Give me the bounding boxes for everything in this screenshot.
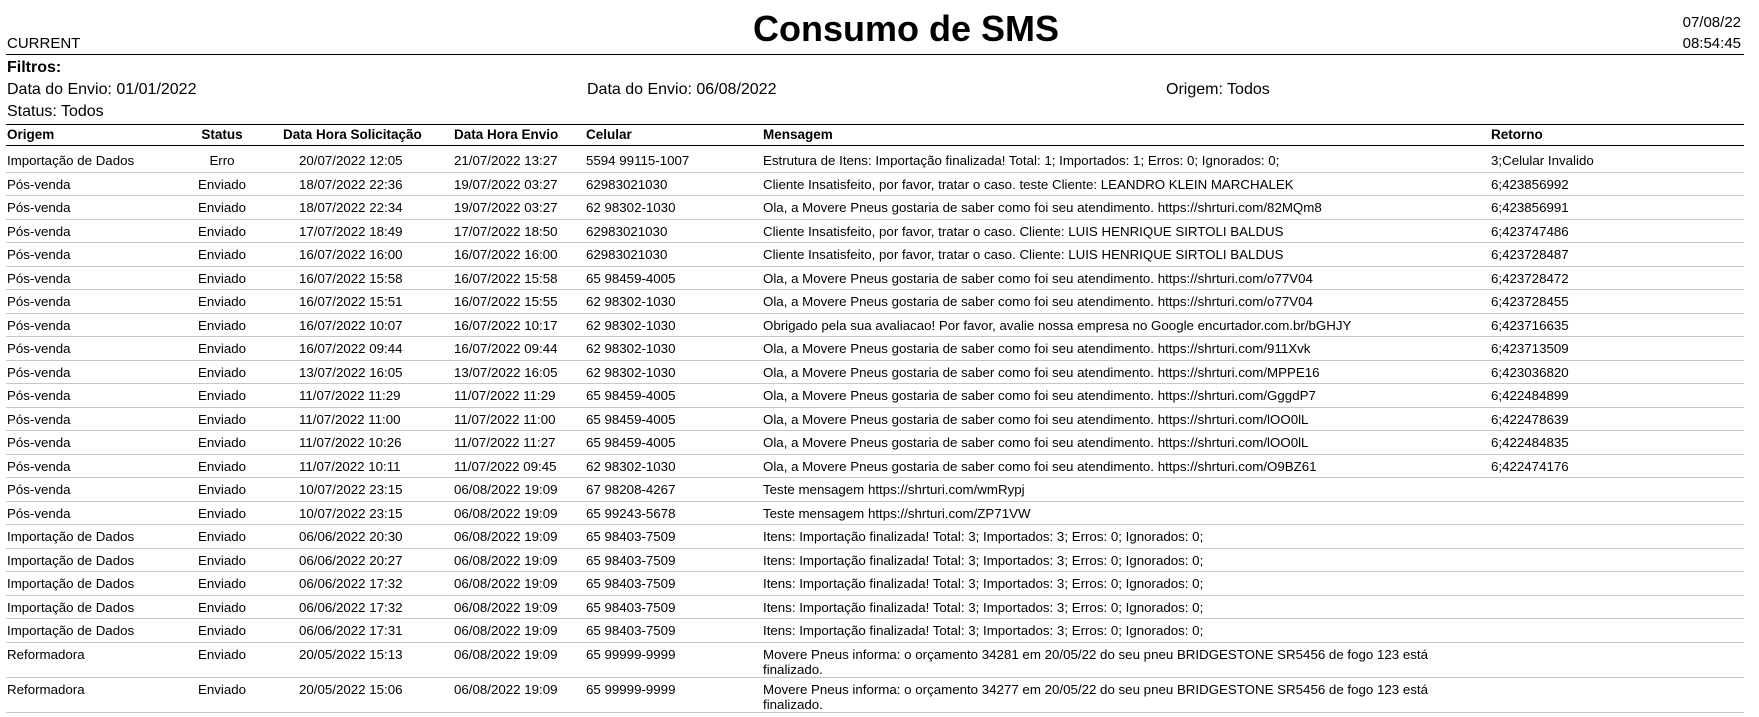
cell-retorno: 6;423728487	[1491, 247, 1569, 262]
cell-celular: 65 99999-9999	[586, 681, 676, 697]
cell-data-envio: 06/08/2022 19:09	[454, 529, 558, 544]
filter-status: Status: Todos	[7, 103, 104, 120]
cell-origem: Pós-venda	[7, 505, 71, 521]
cell-status: Enviado	[197, 552, 247, 568]
filters-label: Filtros:	[7, 59, 62, 76]
cell-origem: Pós-venda	[7, 435, 71, 450]
cell-data-solicitacao: 11/07/2022 10:11	[299, 458, 401, 474]
cell-origem: Reformadora	[7, 681, 85, 697]
cell-data-envio: 16/07/2022 15:58	[454, 270, 558, 286]
table-row	[6, 431, 1744, 455]
cell-data-envio: 16/07/2022 09:44	[454, 341, 558, 356]
cell-origem: Pós-venda	[7, 247, 71, 262]
cell-celular: 62 98302-1030	[586, 317, 676, 333]
cell-data-solicitacao: 20/05/2022 15:13	[299, 646, 403, 662]
cell-mensagem: Teste mensagem https://shrturi.com/ZP71VW	[763, 505, 1031, 521]
cell-retorno: 6;423713509	[1491, 341, 1569, 356]
cell-data-solicitacao: 11/07/2022 11:29	[299, 388, 401, 403]
report-datetime	[1683, 12, 1741, 54]
cell-data-envio: 19/07/2022 03:27	[454, 176, 558, 192]
cell-celular: 62 98302-1030	[586, 200, 676, 215]
cell-mensagem: Ola, a Movere Pneus gostaria de saber como foi seu atendimento. https://shrturi.com/o77V04	[763, 294, 1313, 309]
cell-data-solicitacao: 11/07/2022 11:00	[299, 411, 401, 427]
cell-origem: Pós-venda	[7, 270, 71, 286]
cell-origem: Importação de Dados	[7, 529, 135, 544]
cell-data-solicitacao: 16/07/2022 15:58	[299, 270, 403, 286]
current-label: CURRENT	[7, 35, 81, 52]
cell-retorno: 6;423728455	[1491, 294, 1569, 309]
table-row	[6, 408, 1744, 432]
report-time: 08:54:45	[1682, 35, 1741, 52]
cell-status: Enviado	[197, 505, 247, 521]
cell-celular: 65 98459-4005	[586, 435, 676, 450]
cell-mensagem: Itens: Importação finalizada! Total: 3; Importados: 3; Erros: 0; Ignorados: 0;	[763, 623, 1204, 638]
table-row	[6, 619, 1744, 643]
cell-origem: Pós-venda	[7, 341, 71, 356]
cell-status: Erro	[209, 153, 235, 168]
filter-data-envio-inicio: Data do Envio: 01/01/2022	[7, 81, 197, 98]
cell-origem: Pós-venda	[7, 482, 71, 497]
cell-retorno: 6;423716635	[1491, 317, 1569, 333]
cell-origem: Importação de Dados	[7, 153, 135, 168]
table-header-top-rule	[6, 124, 1744, 125]
cell-celular: 65 98459-4005	[586, 411, 676, 427]
cell-status: Enviado	[197, 270, 247, 286]
cell-celular: 65 98403-7509	[586, 552, 676, 568]
cell-status: Enviado	[197, 223, 247, 239]
cell-status: Enviado	[197, 482, 247, 497]
cell-celular: 62 98302-1030	[586, 294, 676, 309]
col-header-data-solicitacao: Data Hora Solicitação	[283, 127, 422, 142]
cell-data-solicitacao: 10/07/2022 23:15	[299, 482, 403, 497]
cell-status: Enviado	[197, 529, 247, 544]
cell-status: Enviado	[197, 317, 247, 333]
cell-data-envio: 11/07/2022 11:29	[454, 388, 556, 403]
cell-data-solicitacao: 20/05/2022 15:06	[299, 681, 403, 697]
cell-origem: Pós-venda	[7, 458, 71, 474]
cell-status: Enviado	[197, 388, 247, 403]
cell-status: Enviado	[197, 458, 247, 474]
cell-data-solicitacao: 13/07/2022 16:05	[299, 364, 403, 380]
cell-data-solicitacao: 16/07/2022 15:51	[299, 294, 403, 309]
cell-retorno: 6;423728472	[1491, 270, 1569, 286]
col-header-origem: Origem	[7, 127, 55, 142]
cell-celular: 62 98302-1030	[586, 458, 676, 474]
cell-mensagem: Ola, a Movere Pneus gostaria de saber como foi seu atendimento. https://shrturi.com/MPPE16	[763, 364, 1320, 380]
cell-origem: Importação de Dados	[7, 599, 135, 615]
table-row	[6, 149, 1744, 173]
cell-data-envio: 06/08/2022 19:09	[454, 505, 558, 521]
cell-data-envio: 11/07/2022 11:00	[454, 411, 556, 427]
cell-data-envio: 06/08/2022 19:09	[454, 552, 558, 568]
cell-data-envio: 19/07/2022 03:27	[454, 200, 558, 215]
cell-status: Enviado	[197, 646, 247, 662]
cell-mensagem: Itens: Importação finalizada! Total: 3; Importados: 3; Erros: 0; Ignorados: 0;	[763, 599, 1204, 615]
cell-data-envio: 21/07/2022 13:27	[454, 153, 558, 168]
cell-data-solicitacao: 16/07/2022 16:00	[299, 247, 403, 262]
cell-mensagem: Movere Pneus informa: o orçamento 34277 em 20/05/22 do seu pneu BRIDGESTONE SR5456 de fogo 123 está finalizado.	[763, 681, 1429, 712]
cell-retorno: 6;422478639	[1491, 411, 1569, 427]
cell-mensagem: Estrutura de Itens: Importação finalizada! Total: 1; Importados: 1; Erros: 0; Ignorados: 0;	[763, 153, 1280, 168]
cell-mensagem: Ola, a Movere Pneus gostaria de saber como foi seu atendimento. https://shrturi.com/O9BZ61	[763, 458, 1317, 474]
cell-celular: 65 99999-9999	[586, 646, 676, 662]
cell-mensagem: Ola, a Movere Pneus gostaria de saber como foi seu atendimento. https://shrturi.com/911Xvk	[763, 341, 1311, 356]
cell-data-envio: 11/07/2022 11:27	[454, 435, 556, 450]
cell-origem: Pós-venda	[7, 294, 71, 309]
cell-status: Enviado	[197, 599, 247, 615]
filter-origem: Origem: Todos	[1166, 81, 1270, 98]
cell-origem: Reformadora	[7, 646, 85, 662]
cell-celular: 65 98403-7509	[586, 623, 676, 638]
table-row	[6, 478, 1744, 502]
cell-status: Enviado	[197, 176, 247, 192]
cell-celular: 65 98459-4005	[586, 270, 676, 286]
cell-celular: 62983021030	[586, 223, 668, 239]
cell-mensagem: Ola, a Movere Pneus gostaria de saber como foi seu atendimento. https://shrturi.com/GggdP7	[763, 388, 1316, 403]
cell-celular: 62983021030	[586, 176, 668, 192]
table-row	[6, 337, 1744, 361]
table-row	[6, 267, 1744, 291]
table-row	[6, 596, 1744, 620]
cell-celular: 67 98208-4267	[586, 482, 676, 497]
cell-data-solicitacao: 16/07/2022 09:44	[299, 341, 403, 356]
cell-status: Enviado	[197, 435, 247, 450]
cell-mensagem: Ola, a Movere Pneus gostaria de saber como foi seu atendimento. https://shrturi.com/lOO0lL	[763, 435, 1309, 450]
report-date: 07/08/22	[1682, 14, 1741, 31]
cell-mensagem: Movere Pneus informa: o orçamento 34281 em 20/05/22 do seu pneu BRIDGESTONE SR5456 de fogo 123 está finalizado.	[763, 646, 1429, 677]
col-header-mensagem: Mensagem	[763, 127, 833, 142]
cell-data-solicitacao: 06/06/2022 17:32	[299, 599, 403, 615]
cell-celular: 5594 99115-1007	[586, 153, 690, 168]
cell-mensagem: Obrigado pela sua avaliacao! Por favor, avalie nossa empresa no Google encurtador.com.br/bGHJY	[763, 317, 1352, 333]
cell-origem: Pós-venda	[7, 200, 71, 215]
col-header-celular: Celular	[586, 127, 632, 142]
cell-origem: Importação de Dados	[7, 623, 135, 638]
cell-status: Enviado	[197, 364, 247, 380]
cell-data-envio: 13/07/2022 16:05	[454, 364, 558, 380]
cell-mensagem: Itens: Importação finalizada! Total: 3; Importados: 3; Erros: 0; Ignorados: 0;	[763, 529, 1204, 544]
cell-status: Enviado	[197, 623, 247, 638]
page-title: Consumo de SMS	[752, 8, 1060, 49]
cell-origem: Pós-venda	[7, 317, 71, 333]
cell-celular: 62983021030	[586, 247, 668, 262]
cell-mensagem: Cliente Insatisfeito, por favor, tratar o caso. teste Cliente: LEANDRO KLEIN MARCHALEK	[763, 176, 1294, 192]
table-row	[6, 314, 1744, 338]
cell-origem: Pós-venda	[7, 411, 71, 427]
sms-table-body	[6, 149, 1744, 713]
cell-origem: Pós-venda	[7, 364, 71, 380]
cell-data-solicitacao: 06/06/2022 20:27	[299, 552, 403, 568]
cell-data-solicitacao: 10/07/2022 23:15	[299, 505, 403, 521]
cell-celular: 65 98403-7509	[586, 529, 676, 544]
cell-status: Enviado	[197, 411, 247, 427]
cell-data-envio: 06/08/2022 19:09	[454, 482, 558, 497]
col-header-retorno: Retorno	[1491, 127, 1543, 142]
cell-mensagem: Itens: Importação finalizada! Total: 3; Importados: 3; Erros: 0; Ignorados: 0;	[763, 576, 1204, 591]
table-row	[6, 196, 1744, 220]
cell-mensagem: Teste mensagem https://shrturi.com/wmRypj	[763, 482, 1025, 497]
cell-celular: 65 98403-7509	[586, 599, 676, 615]
cell-retorno: 6;423856992	[1491, 176, 1569, 192]
cell-data-solicitacao: 11/07/2022 10:26	[299, 435, 402, 450]
cell-data-envio: 16/07/2022 15:55	[454, 294, 558, 309]
cell-data-envio: 06/08/2022 19:09	[454, 576, 558, 591]
table-header-bottom-rule	[6, 145, 1744, 146]
table-row	[6, 361, 1744, 385]
cell-status: Enviado	[197, 200, 247, 215]
cell-origem: Importação de Dados	[7, 576, 135, 591]
cell-data-solicitacao: 06/06/2022 20:30	[299, 529, 403, 544]
cell-retorno: 3;Celular Invalido	[1491, 153, 1594, 168]
cell-mensagem: Ola, a Movere Pneus gostaria de saber como foi seu atendimento. https://shrturi.com/lOO0lL	[763, 411, 1309, 427]
cell-origem: Importação de Dados	[7, 552, 135, 568]
cell-data-envio: 11/07/2022 09:45	[454, 458, 557, 474]
cell-data-solicitacao: 18/07/2022 22:34	[299, 200, 403, 215]
cell-data-envio: 06/08/2022 19:09	[454, 599, 558, 615]
cell-mensagem: Ola, a Movere Pneus gostaria de saber como foi seu atendimento. https://shrturi.com/82MQm8	[763, 200, 1322, 215]
cell-status: Enviado	[197, 247, 247, 262]
header-rule	[6, 54, 1744, 55]
table-row	[6, 678, 1744, 713]
cell-origem: Pós-venda	[7, 176, 71, 192]
table-row	[6, 502, 1744, 526]
cell-status: Enviado	[197, 576, 247, 591]
table-row	[6, 173, 1744, 197]
cell-celular: 65 99243-5678	[586, 505, 676, 521]
table-row	[6, 525, 1744, 549]
cell-celular: 62 98302-1030	[586, 341, 676, 356]
cell-data-solicitacao: 16/07/2022 10:07	[299, 317, 403, 333]
cell-retorno: 6;423856991	[1491, 200, 1569, 215]
col-header-data-envio: Data Hora Envio	[454, 127, 559, 142]
cell-retorno: 6;422474176	[1491, 458, 1569, 474]
cell-retorno: 6;422484835	[1491, 435, 1569, 450]
cell-data-solicitacao: 06/06/2022 17:31	[299, 623, 403, 638]
cell-data-solicitacao: 18/07/2022 22:36	[299, 176, 403, 192]
cell-data-solicitacao: 17/07/2022 18:49	[299, 223, 403, 239]
cell-data-envio: 16/07/2022 16:00	[454, 247, 558, 262]
cell-data-envio: 17/07/2022 18:50	[454, 223, 558, 239]
cell-data-envio: 06/08/2022 19:09	[454, 681, 558, 697]
table-row	[6, 572, 1744, 596]
cell-mensagem: Ola, a Movere Pneus gostaria de saber como foi seu atendimento. https://shrturi.com/o77V04	[763, 270, 1313, 286]
cell-origem: Pós-venda	[7, 388, 71, 403]
filter-data-envio-fim: Data do Envio: 06/08/2022	[587, 81, 777, 98]
cell-mensagem: Cliente Insatisfeito, por favor, tratar o caso. Cliente: LUIS HENRIQUE SIRTOLI BALDUS	[763, 247, 1284, 262]
cell-data-envio: 16/07/2022 10:17	[454, 317, 558, 333]
table-row	[6, 220, 1744, 244]
cell-mensagem: Cliente Insatisfeito, por favor, tratar o caso. Cliente: LUIS HENRIQUE SIRTOLI BALDUS	[763, 223, 1284, 239]
cell-origem: Pós-venda	[7, 223, 71, 239]
cell-data-solicitacao: 20/07/2022 12:05	[299, 153, 403, 168]
cell-retorno: 6;422484899	[1491, 388, 1569, 403]
table-row	[6, 643, 1744, 678]
cell-retorno: 6;423036820	[1491, 364, 1569, 380]
table-row	[6, 455, 1744, 479]
col-header-status: Status	[201, 127, 243, 142]
cell-data-envio: 06/08/2022 19:09	[454, 623, 558, 638]
table-row	[6, 290, 1744, 314]
cell-status: Enviado	[197, 341, 247, 356]
cell-data-envio: 06/08/2022 19:09	[454, 646, 558, 662]
cell-status: Enviado	[197, 294, 247, 309]
cell-celular: 65 98403-7509	[586, 576, 676, 591]
table-row	[6, 243, 1744, 267]
cell-status: Enviado	[197, 681, 247, 697]
cell-retorno: 6;423747486	[1491, 223, 1569, 239]
cell-mensagem: Itens: Importação finalizada! Total: 3; Importados: 3; Erros: 0; Ignorados: 0;	[763, 552, 1204, 568]
cell-celular: 65 98459-4005	[586, 388, 676, 403]
cell-data-solicitacao: 06/06/2022 17:32	[299, 576, 403, 591]
cell-celular: 62 98302-1030	[586, 364, 676, 380]
table-row	[6, 549, 1744, 573]
table-row	[6, 384, 1744, 408]
